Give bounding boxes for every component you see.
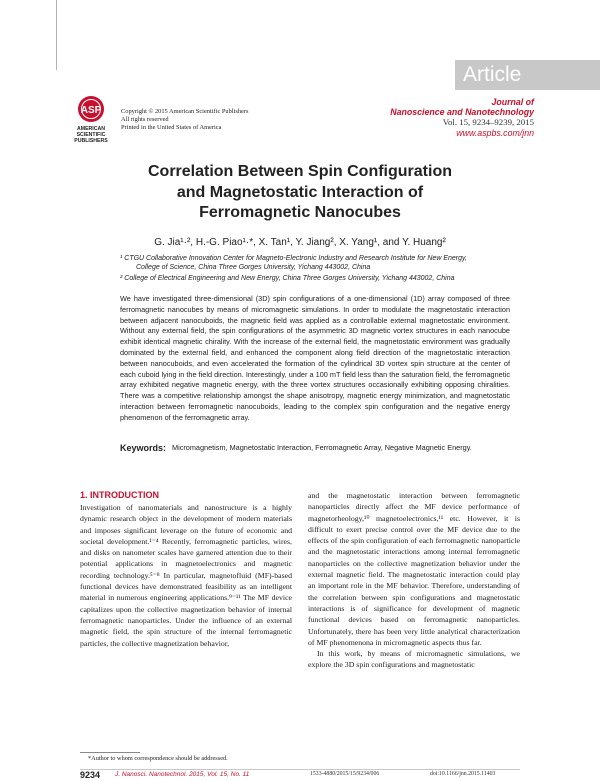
section-heading-introduction: 1. INTRODUCTION: [80, 490, 160, 500]
right-column: [308, 490, 520, 671]
asp-logo: [65, 95, 117, 147]
footnote: *Author to whom correspondence should be addressed.: [88, 755, 228, 762]
abstract: We have investigated three-dimensional (3D) spin configurations of a one-dimensional (1D) array composed of three ferromagnetic nanocubes by means of micromagnetic simulations. In order to modulate the magnetostatic interaction between adjacent nanocuboids, the magnetic field was applied as a controllable external magnetostatic environment. Without any external field, the spin configurations of the asymmetric 3D magnetic vortex structures in each nanocube exhibit identical magnetic chirality. With the increase of the external field, the magnetostatic environment was gradually dominated by the external field, and enhanced the component along field direction of the magnetostatic interaction between nanocuboids, and even accelerated the formation of the cylindrical 3D vortex spin structure at the center of each cuboid lying in the field direction. Interestingly, under a 100 mT field less than the saturation field, the ferromagnetic array exhibited negative magnetic energy, with the three vortex structures occasionally exhibiting opposing chiralities. There was a competitive relationship amongst the shape anisotropy, magnetic energy minimization, and magnetostatic interaction between ferromagnetic nanocuboids, leading to the complex spin configuration and the negative energy phenomenon of the ferromagnetic array.: [120, 294, 510, 422]
printed-line: Printed in the United States of America: [121, 123, 222, 131]
journal-name-line2: Nanoscience and Nanotechnology: [390, 107, 534, 118]
footer-issn: 1533-4880/2015/15/9234/006: [310, 771, 380, 777]
right-paragraph-2: In this work, by means of micromagnetic simulations, we explore the 3D spin configurations and magnetostatic: [308, 649, 520, 670]
author-list: G. Jia¹·², H.-G. Piao¹·*, X. Tan¹, Y. Jiang², X. Yang¹, and Y. Huang²: [154, 237, 446, 248]
right-paragraph-1: and the magnetostatic interaction between ferromagnetic nanoparticles directly affect the MF device performance of magnetorheology,¹⁰ magnetoelectronics,¹¹ etc. However, it is difficult to exert precise control over the MF device due to the effects of the spin configuration of each ferromagnetic nanoparticle and the magnetostatic interactions among internal ferromagnetic nanoparticles on the collective magnetization behavior under the external magnetic field. The magnetostatic interaction could play an important role in the MF behavior. Therefore, understanding of the correlation between spin configurations and magnetostatic interactions is of significance for development of magnetic functional devices based on ferromagnetic nanoparticles. Unfortunately, there has been very little analytical characterization of MF phenomenona in micromagnetic aspects thus far.: [308, 491, 520, 647]
title-line2: and Magnetostatic Interaction of: [176, 183, 424, 201]
affiliation-2: ² College of Electrical Engineering and New Energy, China Three Gorges University, Yichang 443002, China: [120, 275, 455, 282]
journal-info: [390, 97, 534, 138]
paper-title: [90, 162, 510, 224]
header-rule: [56, 0, 57, 70]
title-line3: Ferromagnetic Nanocubes: [199, 204, 401, 221]
publisher-line2: SCIENTIFIC: [76, 132, 106, 138]
article-type-tab: Article: [455, 60, 600, 90]
publisher-line3: PUBLISHERS: [74, 138, 108, 144]
keywords-label: Keywords:: [120, 443, 167, 453]
journal-volume: Vol. 15, 9234–9239, 2015: [442, 117, 534, 128]
footer-journal: J. Nanosci. Nanotechnol. 2015, Vol. 15, No. 11: [115, 771, 250, 778]
left-column: [80, 502, 292, 649]
footer-rule: [80, 769, 520, 770]
affiliation-1-cont: College of Science, China Three Gorges University, Yichang 443002, China: [136, 264, 371, 271]
journal-url[interactable]: www.aspbs.com/jnn: [456, 127, 534, 138]
copyright-line: Copyright © 2015 American Scientific Publishers: [121, 108, 249, 115]
rights-line: All rights reserved: [121, 115, 169, 123]
left-paragraph: Investigation of nanomaterials and nanostructure is a highly dynamic research object in the development of modern materials and imposes significant leverage on the future of economic and societal development.¹⁻⁴ Recently, ferromagnetic particles, wires, and disks on nanometer scales have garnered attention due to their potential applications in magnetoelectronics and magnetic recording technology.⁵⁻⁸ In particular, magnetofluid (MF)-based functional devices have demonstrated feasibility as an intelligent material in numerous engineering applications.⁹⁻¹¹ The MF device capitalizes upon the collective magnetization behavior of internal ferromagnetic nanoparticles. Under the influence of an external magnetic field, the spin structure of the internal ferromagnetic particles, the collective magnetization behavior,: [80, 503, 292, 648]
publisher-line1: AMERICAN: [77, 126, 105, 132]
keywords-list: Micromagnetism, Magnetostatic Interaction, Ferromagnetic Array, Negative Magnetic Energy.: [172, 443, 472, 452]
footnote-rule: [80, 752, 140, 753]
title-line1: Correlation Between Spin Configuration: [147, 163, 452, 180]
logo-text: ASP: [80, 105, 102, 116]
page-number: 9234: [80, 770, 101, 780]
copyright-block: [121, 108, 249, 131]
footer-doi: doi:10.1166/jnn.2015.11403: [430, 771, 496, 777]
journal-name-line1: Journal of: [491, 97, 534, 107]
affiliation-1: ¹ CTGU Collaborative Innovation Center for Magneto-Electronic Industry and Research Institute for New Energy,: [120, 255, 467, 262]
